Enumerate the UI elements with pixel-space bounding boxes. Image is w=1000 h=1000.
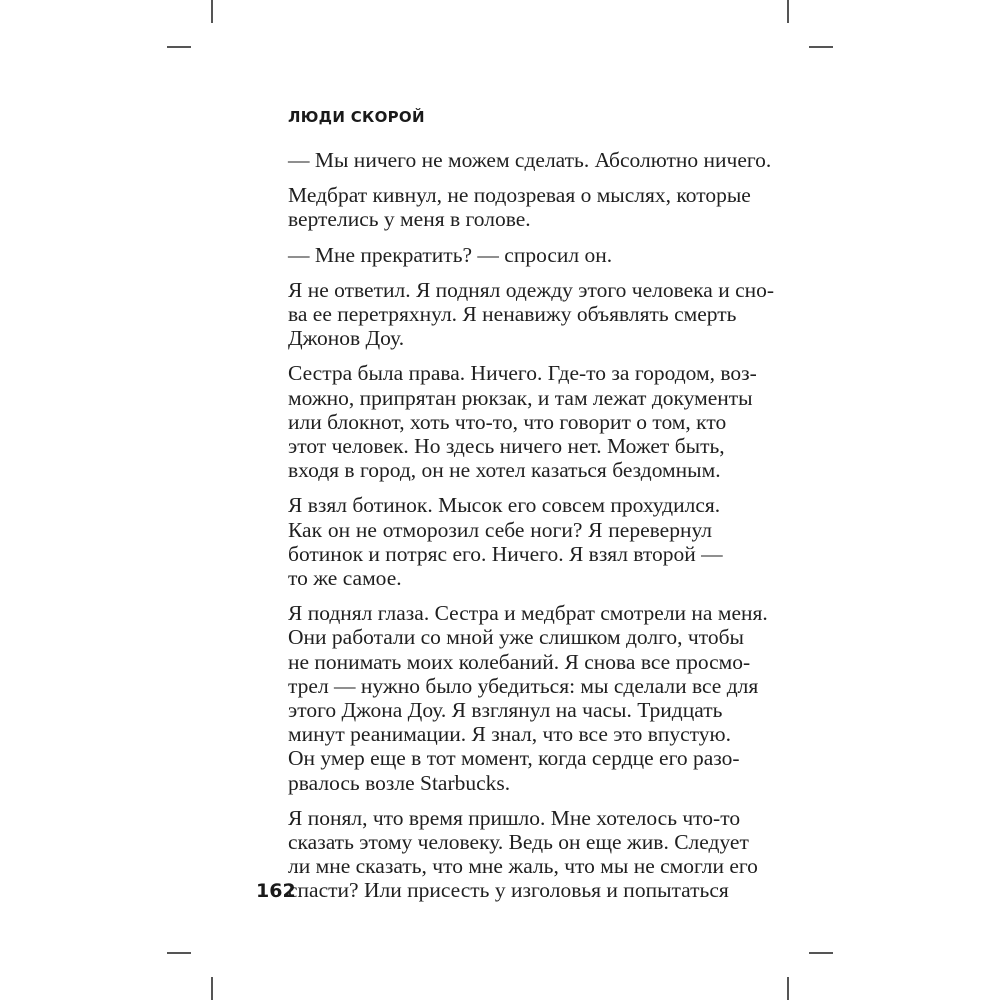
text-line: сказать этому человеку. Ведь он еще жив. Следует: [288, 830, 749, 855]
text-line: Сестра была права. Ничего. Где-то за городом, воз-: [288, 361, 757, 386]
crop-mark-top-right-horizontal: [809, 46, 833, 48]
text-line: Медбрат кивнул, не подозревая о мыслях, которые: [288, 183, 751, 208]
text-line: Как он не отморозил себе ноги? Я перевернул: [288, 517, 712, 542]
crop-mark-top-left-horizontal: [167, 46, 191, 48]
text-line: Они работали со мной уже слишком долго, чтобы: [288, 625, 744, 650]
text-line: Я взял ботинок. Мысок его совсем прохудился.: [288, 493, 721, 518]
text-line: Я не ответил. Я поднял одежду этого человека и сно-: [288, 277, 775, 302]
text-line: входя в город, он не хотел казаться бездомным.: [288, 458, 721, 483]
paragraph: [288, 361, 757, 483]
crop-mark-bottom-left-horizontal: [167, 952, 191, 954]
crop-mark-top-right-vertical: [787, 0, 789, 23]
text-line: ботинок и потряс его. Ничего. Я взял второй —: [288, 541, 723, 566]
text-line: то же самое.: [288, 566, 402, 591]
text-line: рвалось возле Starbucks.: [288, 770, 511, 795]
paragraph: [288, 601, 768, 795]
paragraph: [288, 277, 775, 351]
text-line: этот человек. Но здесь ничего нет. Может быть,: [288, 434, 725, 459]
text-line: можно, припрятан рюкзак, и там лежат документы: [288, 385, 753, 410]
text-line: минут реанимации. Я знал, что все это впустую.: [288, 722, 731, 747]
body-text: [288, 148, 775, 914]
text-line: ва ее перетряхнул. Я ненавижу объявлять смерть: [288, 302, 737, 327]
paragraph: [288, 805, 758, 903]
crop-mark-bottom-left-vertical: [211, 977, 213, 1000]
text-line: Я поднял глаза. Сестра и медбрат смотрели на меня.: [288, 601, 768, 626]
paragraph: [288, 183, 751, 232]
text-line: спасти? Или присесть у изголовья и попытаться: [288, 878, 729, 903]
paragraph: [288, 243, 712, 267]
text-line: не понимать моих колебаний. Я снова все просмо-: [288, 649, 751, 674]
text-line: Джонов Доу.: [288, 326, 405, 351]
paragraph: [288, 148, 772, 172]
text-line: вертелись у меня в голове.: [288, 207, 531, 232]
text-line: Он умер еще в тот момент, когда сердце его разо-: [288, 746, 740, 771]
crop-mark-bottom-right-horizontal: [809, 952, 833, 954]
text-line: этого Джона Доу. Я взглянул на часы. Тридцать: [288, 698, 723, 723]
text-line: Я понял, что время пришло. Мне хотелось что-то: [288, 805, 741, 830]
text-line: или блокнот, хоть что-то, что говорит о том, кто: [288, 409, 727, 434]
crop-mark-top-left-vertical: [211, 0, 213, 23]
text-line: трел — нужно было убедиться: мы сделали все для: [288, 673, 759, 698]
text-line: — Мы ничего не можем сделать. Абсолютно ничего.: [288, 148, 772, 172]
running-head: ЛЮДИ СКОРОЙ: [288, 108, 425, 126]
text-line: ли мне сказать, что мне жаль, что мы не смогли его: [288, 854, 758, 879]
page-number: 162: [256, 880, 296, 902]
text-line: — Мне прекратить? — спросил он.: [288, 242, 613, 267]
paragraph: [288, 493, 723, 591]
crop-mark-bottom-right-vertical: [787, 977, 789, 1000]
